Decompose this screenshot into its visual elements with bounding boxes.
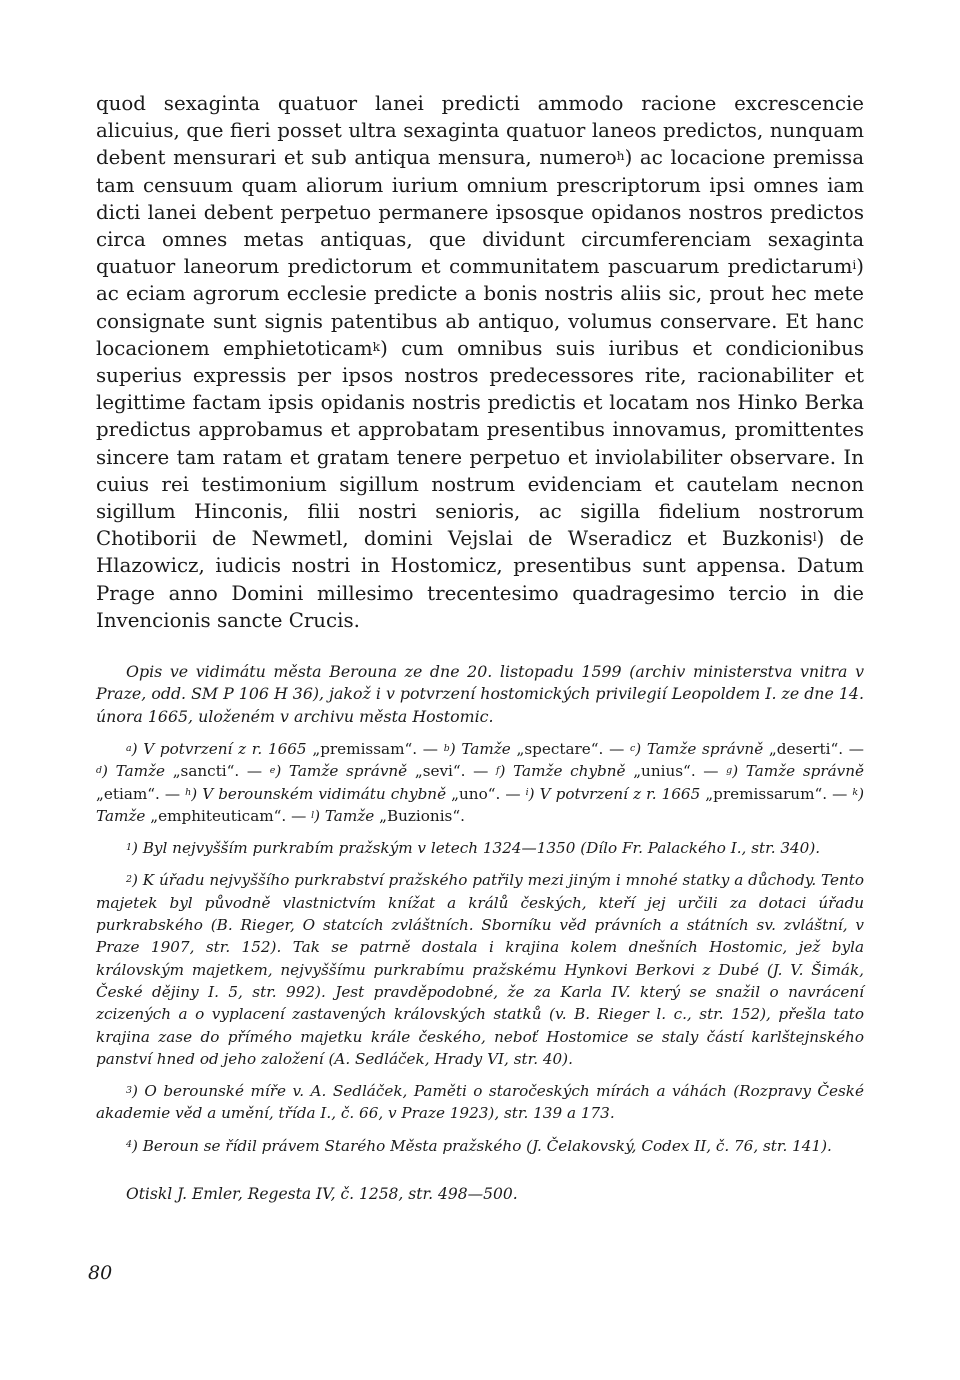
note-ref-l: l	[812, 529, 817, 544]
footnote-3	[96, 1080, 864, 1125]
charter-text	[96, 90, 864, 634]
footnote-mark: 4	[126, 1139, 132, 1151]
footnote-mark: 3	[126, 1084, 132, 1096]
note-mark: k	[852, 787, 859, 799]
note-text: ) V potvrzení z r. 1665	[131, 739, 313, 758]
variant-notes	[96, 738, 864, 827]
footnote-2	[96, 869, 864, 1070]
charter-text-part: ) ac eciam agrorum ecclesie predicte a bonis nostris aliis sic, prout hec mete consignate sunt signis patentibus ab antiquo, volumus conservare. Et hanc locacionem emphietoticam	[96, 255, 864, 360]
note-quote: „premissam“. —	[312, 739, 444, 758]
footnote-text: ) Beroun se řídil právem Starého Města pražského (J. Čelakovský, Codex II, č. 76, str. 141).	[132, 1136, 832, 1155]
note-text: ) Tamže chybně	[499, 762, 634, 781]
note-mark: c	[629, 742, 636, 754]
note-text: ) Tamže	[96, 784, 864, 825]
footnote-text: ) K úřadu nejvyššího purkrabství pražského patřily mezi jiným i mnohé statky a důchody. Tento majetek byl původně vlastnictvím knížat a králů českých, kteří jej určili za dotaci úřadu purkrabského (B. Rieger, O statcích zvláštních. Sborníku věd právních a státních sv. zvláštní, v Praze 1907, str. 152). Tak se patrně dostala i krajina kolem dnešních Hostomic, jež byla královským majetkem, nejvyššímu purkrabímu pražskému Hynkovi Berkovi z Dubé (J. V. Šimák, České dějiny I. 5, str. 992). Jest pravděpodobné, že za Karla IV. který se snažil o navrácení zcizených a o vyplacení zastavených královských statků (v. B. Rieger l. c., str. 152), přešla tato krajina zase do přímého majetku krále českého, neboť Hostomice se staly částí karlštejnského panství hned od jeho založení (A. Sedláček, Hrady VI, str. 40).	[96, 871, 864, 1068]
footnote-4	[96, 1135, 864, 1157]
charter-text-part: ) cum omnibus suis iuribus et condicionibus superius expressis per ipsos nostros predecessores rite, racionabiliter et legittime factam ipsis opidanis nostris predictis et locatam nos Hinko Berka predictus approbamus et approbatam presentibus innovamus, promittentes sincere tam ratam et gratam tenere perpetuo et inviolabiliter observare. In cuius rei testimonium sigillum nostrum evidenciam et cautelam necnon sigillum Hinconis, filii nostri senioris, ac sigilla fidelium nostrorum Chotiborii de Newmetl, domini Vejslai de Wseradicz et Buzkonis	[96, 336, 865, 551]
edition-reference: Otiskl J. Emler, Regesta IV, č. 1258, str. 498—500.	[126, 1185, 518, 1203]
document-page	[96, 90, 864, 1205]
note-quote: „premissarum“. —	[705, 784, 853, 803]
note-quote: „sevi“. —	[414, 762, 497, 781]
note-quote: „etiam“. —	[96, 784, 186, 803]
note-quote: „Buzionis“.	[379, 806, 465, 825]
note-text: ) Tamže správně	[275, 762, 415, 781]
source-note: Opis ve vidimátu města Berouna ze dne 20. listopadu 1599 (archiv ministerstva vnitra v Praze, odd. SM P 106 H 36), jakož i v potvrzení hostomických privilegií Leopoldem I. ze dne 14. února 1665, uloženém v archivu města Hostomic.	[96, 662, 864, 726]
charter-text-part: ) de Hlazowicz, iudicis nostri in Hostomicz, presentibus sunt appensa. Datum Prage anno Domini millesimo trecentesimo quadragesimo tercio in die Invencionis sancte Crucis.	[96, 527, 864, 632]
note-mark: l	[311, 809, 315, 821]
note-quote: „sancti“. —	[172, 762, 270, 781]
note-ref-k: k	[372, 339, 381, 354]
note-text: ) Tamže	[449, 739, 517, 758]
note-quote: „deserti“. —	[768, 739, 864, 758]
note-mark: i	[525, 787, 529, 799]
note-mark: h	[185, 787, 192, 799]
note-quote: „emphiteuticam“. —	[150, 806, 312, 825]
note-text: ) Tamže správně	[732, 762, 865, 781]
note-text: ) Tamže	[102, 762, 173, 781]
footnote-1	[96, 837, 864, 859]
note-ref-h: h	[616, 149, 625, 164]
footnote-mark: 1	[126, 841, 132, 853]
note-text: ) V berounském vidimátu chybně	[191, 784, 452, 803]
note-text: ) Tamže správně	[635, 739, 769, 758]
charter-text-part: quod sexaginta quatuor lanei predicti ammodo racione excrescencie alicuius, que fieri posset ultra sexaginta quatuor laneos predictos, nunquam debent mensurari et sub antiqua mensura, numero	[96, 92, 864, 170]
note-mark: d	[96, 764, 103, 776]
footnote-mark: 2	[126, 874, 132, 886]
charter-text-part: ) ac locacione premissa tam censuum quam aliorum iurium omnium prescriptorum ipsi omnes iam dicti lanei debent perpetuo permanere ipsosque opidanos nostros predictos circa omnes metas antiquas, que dividunt circumferenciam sexaginta quatuor laneorum predictorum et communitatem pascuarum predictarum	[96, 146, 864, 279]
note-ref-i: i	[852, 257, 857, 272]
note-quote: „uno“. —	[451, 784, 526, 803]
note-mark: e	[269, 764, 276, 776]
footnote-text: ) O berounské míře v. A. Sedláček, Paměti o staročeských mírách a váhách (Rozpravy České akademie věd a umění, třída I., č. 66, v Praze 1923), str. 139 a 173.	[96, 1082, 864, 1123]
note-quote: „unius“. —	[633, 762, 727, 781]
note-mark: a	[126, 742, 132, 754]
note-mark: f	[496, 764, 500, 776]
note-text: ) V potvrzení z r. 1665	[528, 784, 706, 803]
notes-section	[96, 738, 864, 1157]
note-text: ) Tamže	[314, 806, 380, 825]
footnote-text: ) Byl nejvyšším purkrabím pražským v letech 1324—1350 (Dílo Fr. Palackého I., str. 340).	[132, 839, 821, 858]
note-mark: g	[726, 764, 733, 776]
page-number: 80	[88, 1262, 113, 1284]
note-quote: „spectare“. —	[516, 739, 630, 758]
note-mark: b	[443, 742, 450, 754]
